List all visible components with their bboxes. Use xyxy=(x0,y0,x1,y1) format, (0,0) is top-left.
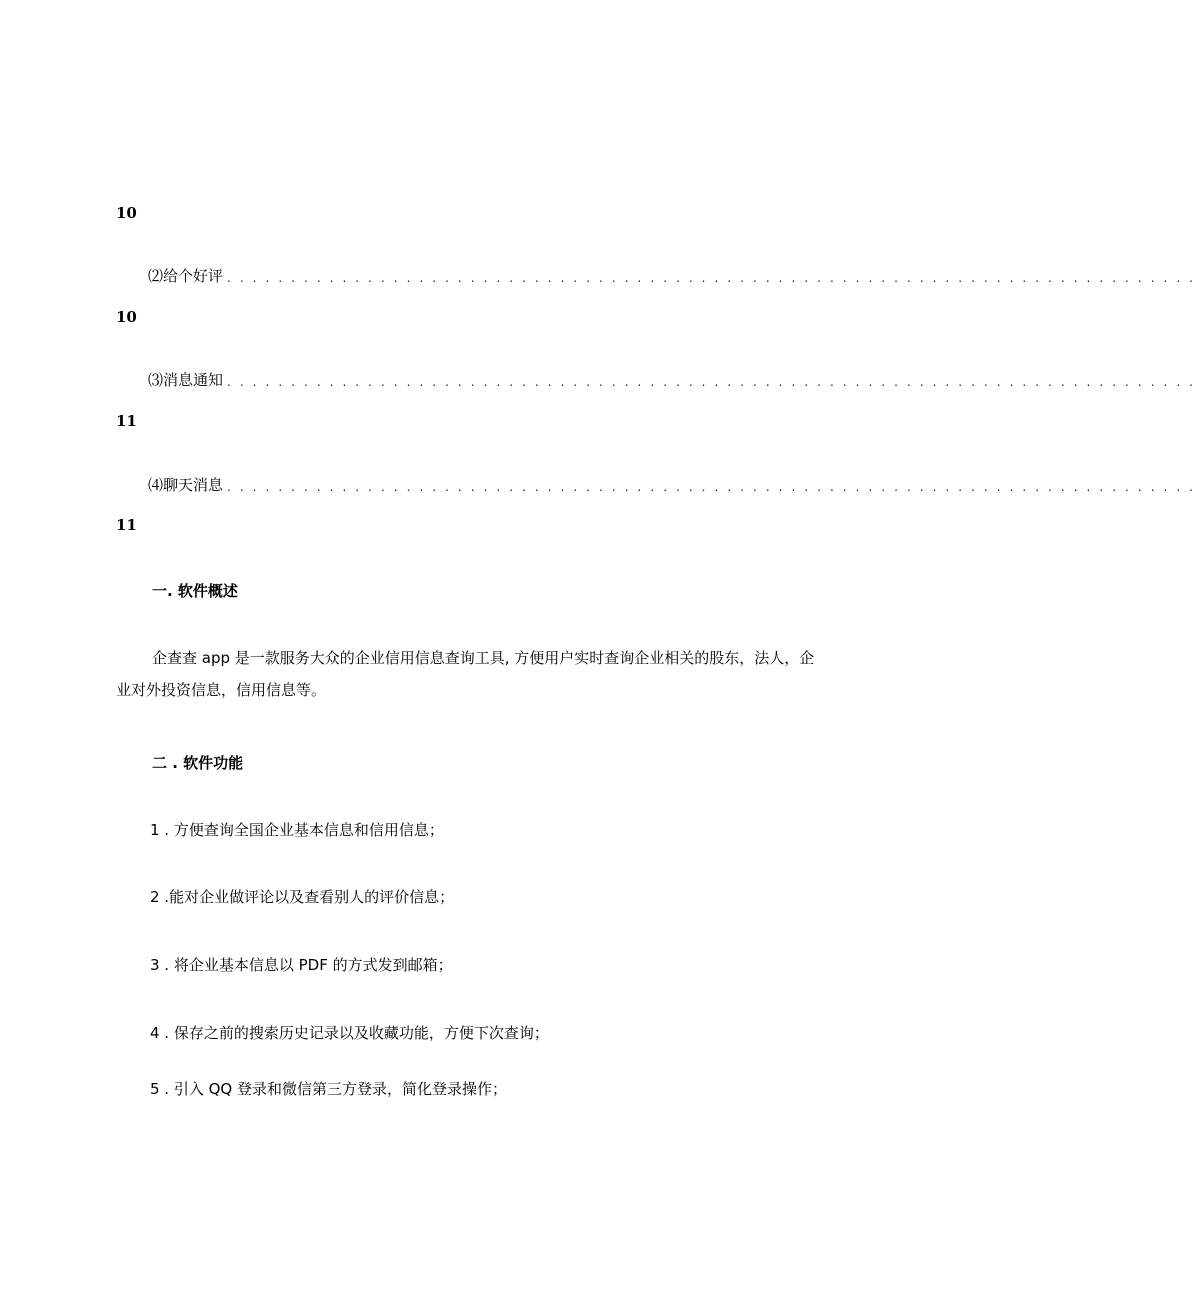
section-heading-features: 二 . 软件功能 xyxy=(152,754,244,772)
feature-item: 4 . 保存之前的搜索历史记录以及收藏功能，方便下次查询； xyxy=(150,1024,549,1042)
toc-leader-dots: . . . . . . . . . . . . . . . . . . . . . . . . . . . . . . . . . . . . . . . . . . . . . . . . . . . . . . . . . . . . . . . . . . . . . . . . . . . . xyxy=(227,480,1196,494)
toc-entry-give-review[interactable] xyxy=(148,266,1196,286)
toc-page-number: 11 xyxy=(116,516,137,534)
toc-leader-dots: . . . . . . . . . . . . . . . . . . . . . . . . . . . . . . . . . . . . . . . . . . . . . . . . . . . . . . . . . . . . . . . . . . . . . . . . . . . . xyxy=(227,271,1196,285)
toc-page-number: 11 xyxy=(116,412,137,430)
toc-entry-label: ⑵给个好评 xyxy=(148,267,224,285)
section-heading-overview: 一. 软件概述 xyxy=(152,582,238,600)
feature-item: 3 . 将企业基本信息以 PDF 的方式发到邮箱； xyxy=(150,956,453,974)
toc-entry-message-notification[interactable] xyxy=(148,370,1196,390)
toc-leader-dots: . . . . . . . . . . . . . . . . . . . . . . . . . . . . . . . . . . . . . . . . . . . . . . . . . . . . . . . . . . . . . . . . . . . . . . . . . . . . xyxy=(227,375,1196,389)
toc-entry-label: ⑶消息通知 xyxy=(148,371,224,389)
feature-item: 5 . 引入 QQ 登录和微信第三方登录，简化登录操作； xyxy=(150,1080,507,1098)
toc-entry-chat-message[interactable] xyxy=(148,475,1196,495)
feature-item: 1 . 方便查询全国企业基本信息和信用信息； xyxy=(150,821,444,839)
toc-page-number: 10 xyxy=(116,204,137,222)
overview-paragraph: 企查查 app 是一款服务大众的企业信用信息查询工具, 方便用户实时查询企业相关的股东，法人，企业对外投资信息，信用信息等。 xyxy=(116,649,815,699)
toc-entry-label: ⑷聊天消息 xyxy=(148,476,224,494)
feature-item: 2 .能对企业做评论以及查看别人的评价信息； xyxy=(150,888,455,906)
toc-page-number: 10 xyxy=(116,308,137,326)
